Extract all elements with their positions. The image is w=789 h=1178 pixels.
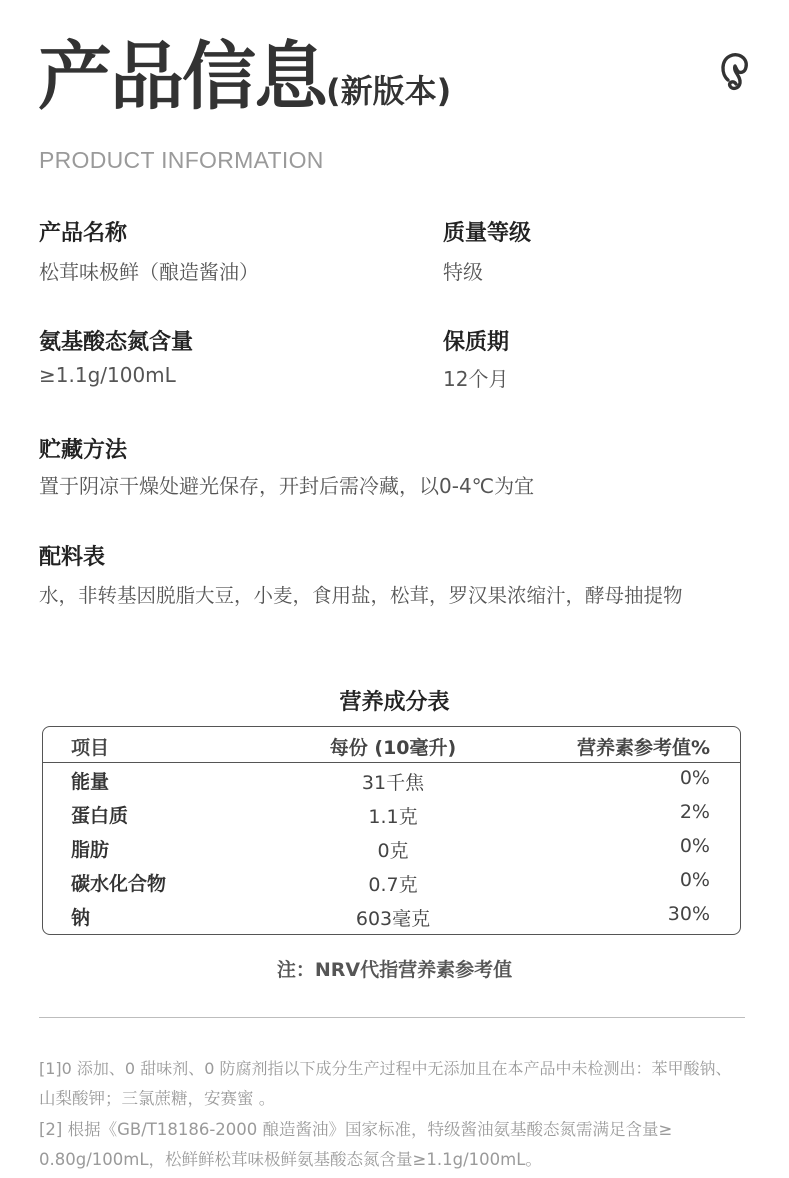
- nutrition-table: [42, 726, 741, 935]
- footnote-line: [1]0 添加、0 甜味剂、0 防腐剂指以下成分生产过程中无添加且在本产品中未检测出：苯甲酸钠、: [39, 1059, 732, 1078]
- nutrient-amount: 31千焦: [361, 772, 425, 794]
- storage-label: 贮藏方法: [39, 438, 128, 463]
- product-name-label: 产品名称: [39, 221, 128, 246]
- header-per-serving: 每份 (10毫升): [329, 737, 457, 759]
- nutrient-name: 脂肪: [71, 839, 110, 861]
- shelf-life-value: 12个月: [443, 367, 509, 391]
- nrv-note: 注：NRV代指营养素参考值: [276, 959, 513, 981]
- page-title: [38, 34, 452, 120]
- nutrient-amount: 1.1克: [368, 806, 418, 828]
- nutrient-nrv: 0%: [679, 767, 710, 789]
- footnote-line: [2] 根据《GB/T18186-2000 酿造酱油》国家标准，特级酱油氨基酸态氮需满足含量≥: [39, 1120, 673, 1139]
- nutrient-nrv: 30%: [667, 903, 710, 925]
- footnote-line: 山梨酸钾；三氯蔗糖，安赛蜜 。: [39, 1089, 276, 1108]
- page-subtitle: PRODUCT INFORMATION: [39, 147, 324, 173]
- header-item: 项目: [71, 737, 110, 759]
- header-nrv: 营养素参考值%: [576, 737, 710, 759]
- nutrient-amount: 0.7克: [368, 874, 418, 896]
- storage-value: 置于阴凉干燥处避光保存，开封后需冷藏，以0-4℃为宜: [39, 474, 535, 498]
- amino-acid-label: 氨基酸态氮含量: [39, 330, 194, 355]
- nutrient-nrv: 0%: [679, 869, 710, 891]
- nutrient-amount: 603毫克: [355, 908, 431, 930]
- brand-logo-icon: [718, 50, 752, 94]
- divider: [39, 1017, 745, 1018]
- quality-grade-label: 质量等级: [443, 221, 532, 246]
- quality-grade-value: 特级: [443, 260, 483, 284]
- nutrient-nrv: 2%: [679, 801, 710, 823]
- amino-acid-value: ≥1.1g/100mL: [39, 363, 176, 387]
- nutrition-title: 营养成分表: [339, 690, 450, 715]
- nutrient-name: 碳水化合物: [71, 873, 167, 895]
- nutrient-name: 钠: [71, 907, 91, 929]
- nutrient-name: 能量: [71, 771, 110, 793]
- nutrition-header-row: [43, 727, 740, 763]
- product-name-value: 松茸味极鲜（酿造酱油）: [39, 260, 259, 284]
- title-version-text: (新版本): [326, 72, 452, 110]
- nutrient-amount: 0克: [377, 840, 409, 862]
- shelf-life-label: 保质期: [443, 330, 510, 355]
- ingredients-label: 配料表: [39, 545, 106, 570]
- footnote-line: 0.80g/100mL，松鲜鲜松茸味极鲜氨基酸态氮含量≥1.1g/100mL。: [39, 1150, 542, 1169]
- title-main-text: 产品信息: [38, 34, 326, 120]
- nutrient-nrv: 0%: [679, 835, 710, 857]
- ingredients-value: 水，非转基因脱脂大豆，小麦，食用盐，松茸，罗汉果浓缩汁，酵母抽提物: [39, 584, 683, 607]
- nutrient-name: 蛋白质: [71, 805, 129, 827]
